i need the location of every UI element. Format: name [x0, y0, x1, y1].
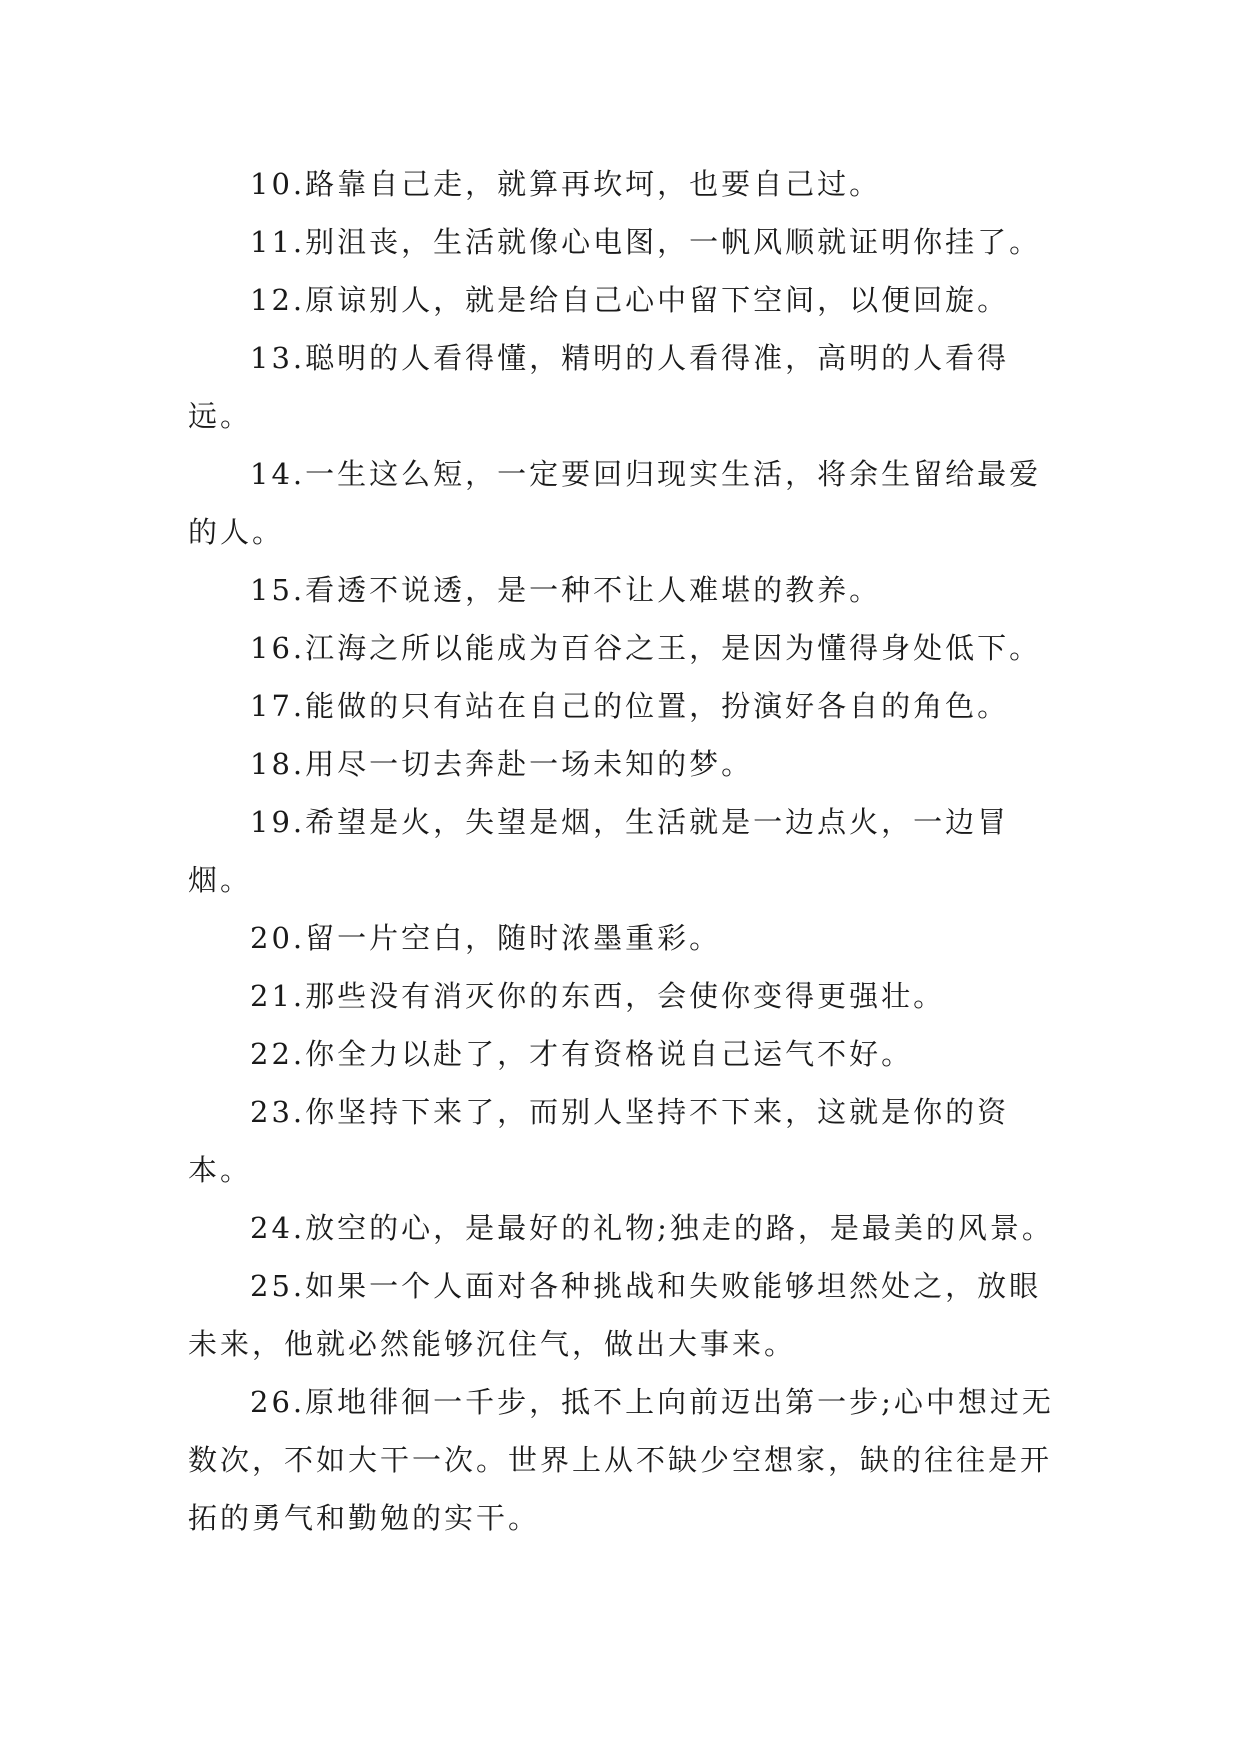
paragraph-18: 18.用尽一切去奔赴一场未知的梦。 — [250, 747, 754, 781]
paragraph-16: 16.江海之所以能成为百谷之王，是因为懂得身处低下。 — [250, 631, 1042, 665]
paragraph-22: 22.你全力以赴了，才有资格说自己运气不好。 — [250, 1037, 914, 1071]
paragraph-14: 14.一生这么短，一定要回归现实生活，将余生留给最爱的人。 — [188, 457, 1042, 549]
paragraph-11: 11.别沮丧，生活就像心电图，一帆风顺就证明你挂了。 — [250, 225, 1042, 259]
paragraph-23: 23.你坚持下来了，而别人坚持不下来，这就是你的资本。 — [188, 1095, 1010, 1187]
paragraph-19: 19.希望是火，失望是烟，生活就是一边点火，一边冒烟。 — [188, 805, 1010, 897]
paragraph-15: 15.看透不说透，是一种不让人难堪的教养。 — [250, 573, 882, 607]
paragraph-17: 17.能做的只有站在自己的位置，扮演好各自的角色。 — [250, 689, 1010, 723]
paragraph-20: 20.留一片空白，随时浓墨重彩。 — [250, 921, 722, 955]
paragraph-25: 25.如果一个人面对各种挑战和失败能够坦然处之，放眼未来，他就必然能够沉住气，做出大事来。 — [188, 1269, 1042, 1361]
paragraph-13: 13.聪明的人看得懂，精明的人看得准，高明的人看得远。 — [188, 341, 1010, 433]
paragraph-26: 26.原地徘徊一千步，抵不上向前迈出第一步;心中想过无数次，不如大干一次。世界上从不缺少空想家，缺的往往是开拓的勇气和勤勉的实干。 — [188, 1385, 1054, 1535]
paragraph-24: 24.放空的心，是最好的礼物;独走的路，是最美的风景。 — [250, 1211, 1054, 1245]
paragraph-21: 21.那些没有消灭你的东西，会使你变得更强壮。 — [250, 979, 946, 1013]
paragraph-12: 12.原谅别人，就是给自己心中留下空间，以便回旋。 — [250, 283, 1010, 317]
paragraph-10: 10.路靠自己走，就算再坎坷，也要自己过。 — [250, 167, 882, 201]
document-body — [188, 155, 1068, 1547]
